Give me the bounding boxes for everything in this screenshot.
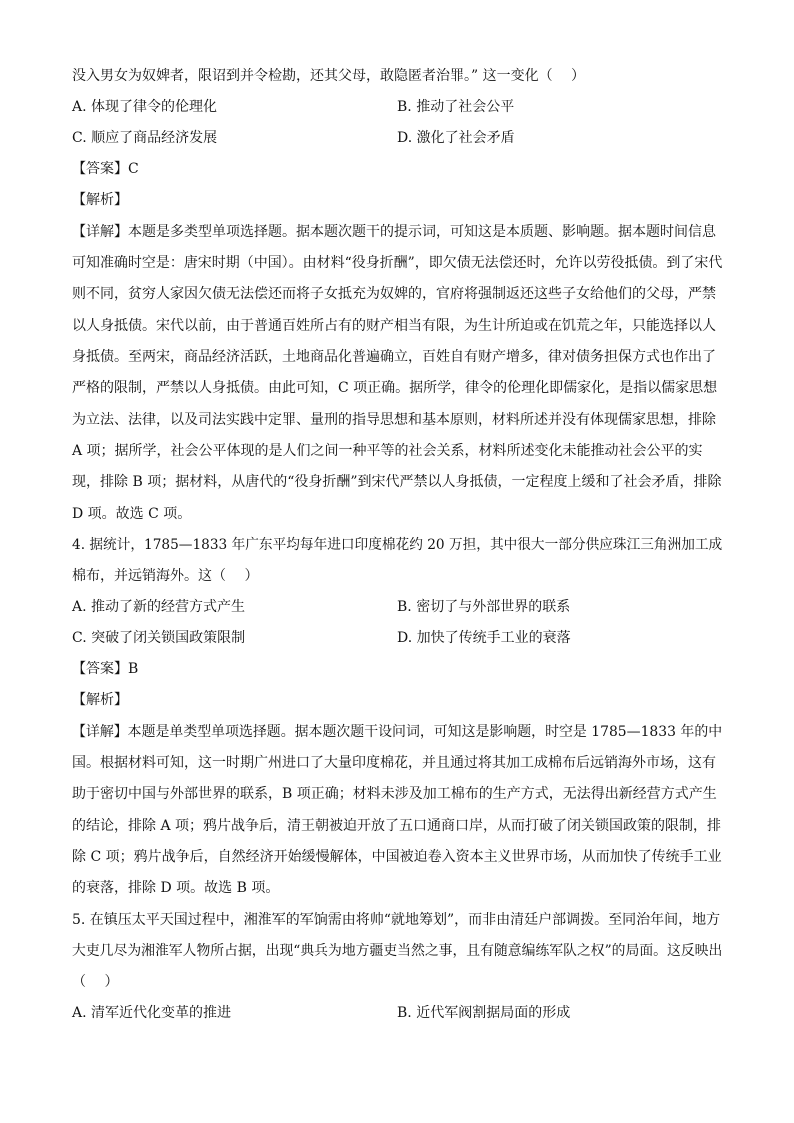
q3-detail-line: 现，排除 B 项；据材料，从唐代的“役身折酬”到宋代严禁以人身抵债，一定程度上缓和了社会矛盾，排除 xyxy=(72,474,722,490)
q3-detail-line: 可知准确时空是：唐宋时期（中国）。由材料“役身折酬”，即欠债无法偿还时，允许以劳役抵债。到了宋代 xyxy=(72,255,723,271)
q3-detail-line: A 项；据所学，社会公平体现的是人们之间一种平等的社会关系，材料所述变化未能推动社会公平的实 xyxy=(72,443,703,459)
q4-option-c: C. 突破了闭关锁国政策限制 xyxy=(72,630,246,646)
q5-stem-line: 大吏几尽为湘淮军人物所占据，出现“典兵为地方疆吏当然之事，且有随意编练军队之权”的局面。这反映出 xyxy=(72,943,723,959)
q5-stem-line: 5. 在镇压太平天国过程中，湘淮军的军饷需由将帅“就地筹划”，而非由清廷户部调拨。至同治年间，地方 xyxy=(72,912,721,928)
q3-detail-line: 【详解】本题是多类型单项选择题。据本题次题干的提示词，可知这是本质题、影响题。据本题时间信息 xyxy=(72,224,716,240)
q4-analysis-label: 【解析】 xyxy=(72,692,128,708)
q4-detail-line: 的衰落，排除 D 项。故选 B 项。 xyxy=(72,880,280,896)
q4-option-d: D. 加快了传统手工业的衰落 xyxy=(397,630,571,646)
q3-answer: 【答案】C xyxy=(72,161,139,177)
q4-detail-line: 除 C 项；鸦片战争后，自然经济开始缓慢解体，中国被迫卷入资本主义世界市场，从而加快了传统手工业 xyxy=(72,849,722,865)
q3-detail-line: 身抵债。至两宋，商品经济活跃，土地商品化普遍确立，百姓自有财产增多，律对债务担保方式也作出了 xyxy=(72,349,716,365)
q3-option-a: A. 体现了律令的伦理化 xyxy=(72,99,218,115)
q3-detail-line: 则不同，贫穷人家因欠债无法偿还而将子女抵充为奴婢的，官府将强制返还这些子女给他们的父母，严禁 xyxy=(72,286,716,302)
q4-detail-line: 的结论，排除 A 项；鸦片战争后，清王朝被迫开放了五口通商口岸，从而打破了闭关锁国政策的限制，排 xyxy=(72,818,722,834)
q3-detail-line: 严格的限制，严禁以人身抵债。由此可知，C 项正确。据所学，律令的伦理化即儒家化，是指以儒家思想 xyxy=(72,380,718,396)
q3-detail-line: D 项。故选 C 项。 xyxy=(72,506,192,522)
q5-option-a: A. 清军近代化变革的推进 xyxy=(72,1005,232,1021)
q4-detail-line: 助于密切中国与外部世界的联系，B 项正确；材料未涉及加工棉布的生产方式，无法得出新经营方式产生 xyxy=(72,786,717,802)
q4-option-a: A. 推动了新的经营方式产生 xyxy=(72,599,246,615)
q3-option-c: C. 顺应了商品经济发展 xyxy=(72,130,218,146)
q3-analysis-label: 【解析】 xyxy=(72,192,128,208)
q3-detail-line: 以人身抵债。宋代以前，由于普通百姓所占有的财产相当有限，为生计所迫或在饥荒之年，只能选择以人 xyxy=(72,318,716,334)
q4-option-b: B. 密切了与外部世界的联系 xyxy=(397,599,571,615)
q4-stem-line: 棉布，并远销海外。这（ ） xyxy=(72,568,259,584)
q3-stem-tail: 没入男女为奴婢者，限诏到并令检勘，还其父母，敢隐匿者治罪。” 这一变化（ ） xyxy=(72,68,586,84)
q4-detail-line: 【详解】本题是单类型单项选择题。据本题次题干设问词，可知这是影响题，时空是 1785—1833 年的中 xyxy=(72,724,723,740)
q5-option-b: B. 近代军阀割据局面的形成 xyxy=(397,1005,571,1021)
q3-option-b: B. 推动了社会公平 xyxy=(397,99,515,115)
q3-option-d: D. 激化了社会矛盾 xyxy=(397,130,515,146)
q4-answer: 【答案】B xyxy=(72,661,139,677)
q4-detail-line: 国。根据材料可知，这一时期广州进口了大量印度棉花，并且通过将其加工成棉布后远销海外市场，这有 xyxy=(72,755,716,771)
q3-detail-line: 为立法、法律，以及司法实践中定罪、量刑的指导思想和基本原则，材料所述并没有体现儒家思想，排除 xyxy=(72,412,716,428)
q4-stem-line: 4. 据统计，1785—1833 年广东平均每年进口印度棉花约 20 万担，其中很大一部分供应珠江三角洲加工成 xyxy=(72,537,723,553)
q5-stem-line: （ ） xyxy=(72,974,119,990)
